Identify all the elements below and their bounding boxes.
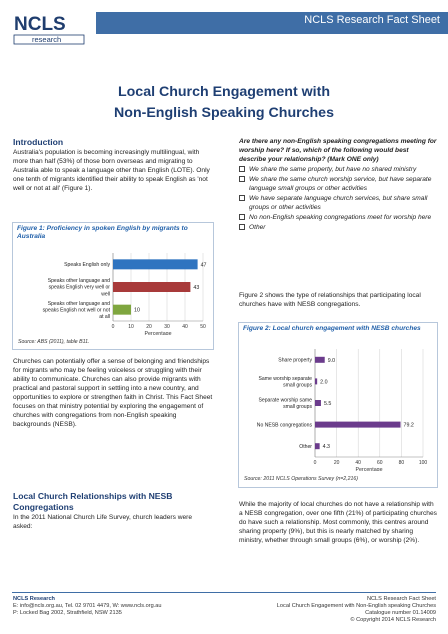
footer-catalogue: Catalogue number 01.14009 bbox=[365, 610, 436, 616]
category-label: Speaks other language and bbox=[47, 300, 110, 307]
ncls-logo bbox=[12, 10, 86, 46]
question-options bbox=[239, 165, 437, 232]
figure1-source: Source: ABS (2011), table B11. bbox=[18, 339, 90, 345]
bar-value-label: 47 bbox=[200, 262, 207, 269]
category-label: well bbox=[101, 291, 110, 298]
bar-value-label: 9.0 bbox=[327, 357, 336, 364]
figure2-title: Figure 2: Local church engagement with NESB churches bbox=[243, 325, 421, 332]
question-option: No non-English speaking congregations meet for worship here bbox=[239, 213, 437, 222]
question-option: Other bbox=[239, 223, 437, 232]
header bbox=[0, 0, 448, 50]
x-axis-label: Percentage bbox=[355, 467, 383, 471]
checkbox-icon bbox=[239, 224, 245, 230]
figure2-source: Source: 2011 NCLS Operations Survey (n=2,216) bbox=[244, 476, 358, 482]
x-tick-label: 20 bbox=[333, 460, 340, 466]
question-option: We share the same property, but have no shared ministry bbox=[239, 165, 437, 174]
x-tick-label: 80 bbox=[398, 460, 405, 466]
x-tick-label: 30 bbox=[164, 324, 170, 330]
x-tick-label: 10 bbox=[128, 324, 134, 330]
category-label: at all bbox=[99, 313, 110, 320]
category-label: Other bbox=[299, 443, 312, 450]
bar bbox=[315, 443, 320, 449]
figure2-chart bbox=[239, 347, 439, 471]
checkbox-icon bbox=[239, 214, 245, 220]
footer-divider bbox=[12, 592, 436, 593]
footer-right bbox=[216, 596, 436, 624]
footer-left bbox=[13, 596, 233, 617]
logo-text: NCLS bbox=[14, 14, 66, 35]
bar bbox=[315, 378, 317, 384]
figure2-intro: Figure 2 shows the type of relationships that participating local churches have with NESB congregations. bbox=[239, 292, 421, 308]
x-tick-label: 60 bbox=[377, 460, 383, 466]
bar-value-label: 79.2 bbox=[403, 422, 414, 429]
checkbox-icon bbox=[239, 176, 245, 182]
section2 bbox=[13, 491, 213, 531]
footer-address: P: Locked Bag 2002, Strathfield, NSW 2135 bbox=[13, 610, 122, 616]
right-paragraph: While the majority of local churches do not have a relationship with a NESB congregation, over one fifth (21%) of participating churches do have such a relationship. Most commonly, this centres around sharing property (9%), but this is nearly matched by sharing ministry, whether through small groups (6%), or worship (2%). bbox=[239, 501, 437, 544]
bar bbox=[113, 259, 198, 269]
x-tick-label: 40 bbox=[182, 324, 188, 330]
figure1 bbox=[12, 222, 214, 350]
survey-question bbox=[239, 137, 437, 233]
question-option: We have separate language church services, but share small groups or other activities bbox=[239, 194, 437, 212]
bar-value-label: 10 bbox=[134, 307, 140, 314]
x-tick-label: 0 bbox=[111, 324, 115, 330]
section2-body: In the 2011 National Church Life Survey, church leaders were asked: bbox=[13, 514, 192, 530]
intro-section bbox=[13, 137, 213, 193]
footer-contact: E: info@ncls.org.au, Tel. 02 9701 4479, W: www.ncls.org.au bbox=[13, 603, 162, 609]
header-title: NCLS Research Fact Sheet bbox=[304, 14, 440, 26]
category-label: speaks English not well or not bbox=[42, 307, 110, 314]
question-text: Are there any non-English speaking congregations meeting for worship here? If so, which of the following would best describe your relationship? (Mark ONE only) bbox=[239, 138, 437, 163]
figure1-title: Figure 1: Proficiency in spoken English by migrants to Australia bbox=[17, 225, 188, 240]
checkbox-icon bbox=[239, 166, 245, 172]
bar-value-label: 4.3 bbox=[322, 444, 331, 451]
intro-body: Australia's population is becoming increasingly multilingual, with more than half (53%) of those born overseas and migrating to Australia able to speak a language other than English (LOTE). Only one tenth of migrants identified their ability to speak English as 'not well or not at all' (Figure 1). bbox=[13, 149, 210, 192]
intro-heading: Introduction bbox=[13, 137, 64, 147]
bar-value-label: 2.0 bbox=[320, 379, 328, 386]
footer-org: NCLS Research bbox=[13, 596, 55, 602]
document-title-line1: Local Church Engagement with bbox=[117, 84, 331, 100]
x-tick-label: 100 bbox=[418, 460, 428, 466]
document-title bbox=[0, 82, 448, 124]
x-tick-label: 20 bbox=[146, 324, 152, 330]
bar bbox=[113, 282, 190, 292]
category-label: Speaks other language and bbox=[47, 278, 110, 285]
x-tick-label: 40 bbox=[355, 460, 361, 466]
category-label: No NESB congregations bbox=[256, 422, 312, 429]
bar-value-label: 5.5 bbox=[323, 401, 332, 407]
checkbox-icon bbox=[239, 195, 245, 201]
category-label: small groups bbox=[283, 382, 312, 389]
footer-copyright: © Copyright 2014 NCLS Research bbox=[350, 617, 436, 623]
logo-subtext: research bbox=[32, 35, 62, 44]
footer-factsheet: NCLS Research Fact Sheet bbox=[366, 596, 436, 602]
category-label: Same worship separate bbox=[258, 375, 312, 382]
bar-value-label: 43 bbox=[193, 285, 200, 291]
category-label: Separate worship same bbox=[258, 397, 312, 404]
x-tick-label: 0 bbox=[313, 460, 317, 466]
document-title-line2: Non-English Speaking Churches bbox=[114, 105, 334, 121]
category-label: speaks English very well or bbox=[48, 284, 110, 291]
category-label: Speaks English only bbox=[64, 262, 110, 269]
footer-doc-name: Local Church Engagement with Non-English speaking Churches bbox=[276, 603, 436, 609]
bar bbox=[315, 400, 321, 406]
bar bbox=[113, 305, 131, 315]
category-label: small groups bbox=[283, 404, 312, 410]
x-axis-label: Percentage bbox=[144, 331, 172, 335]
left-paragraph: Churches can potentially offer a sense of belonging and friendships for migrants who may be feeling voiceless or struggling with their ability to communicate. Churches can also provide migrants with practical and pastoral support in settling into a new country, and opportunities to explore or strengthen faith in Christ. This Fact Sheet focuses on that ministry potential by exploring the engagement of churches with congregations from non-English speaking backgrounds (NESB). bbox=[13, 358, 213, 428]
category-label: Share property bbox=[278, 357, 312, 364]
bar bbox=[315, 357, 325, 363]
section2-heading: Local Church Relationships with NESB Congregations bbox=[13, 491, 173, 512]
figure1-chart bbox=[13, 251, 215, 335]
x-tick-label: 50 bbox=[200, 324, 206, 330]
question-option: We share the same church worship service, but have separate language small groups or other activities bbox=[239, 175, 437, 193]
figure2 bbox=[238, 322, 438, 488]
bar bbox=[315, 422, 401, 428]
